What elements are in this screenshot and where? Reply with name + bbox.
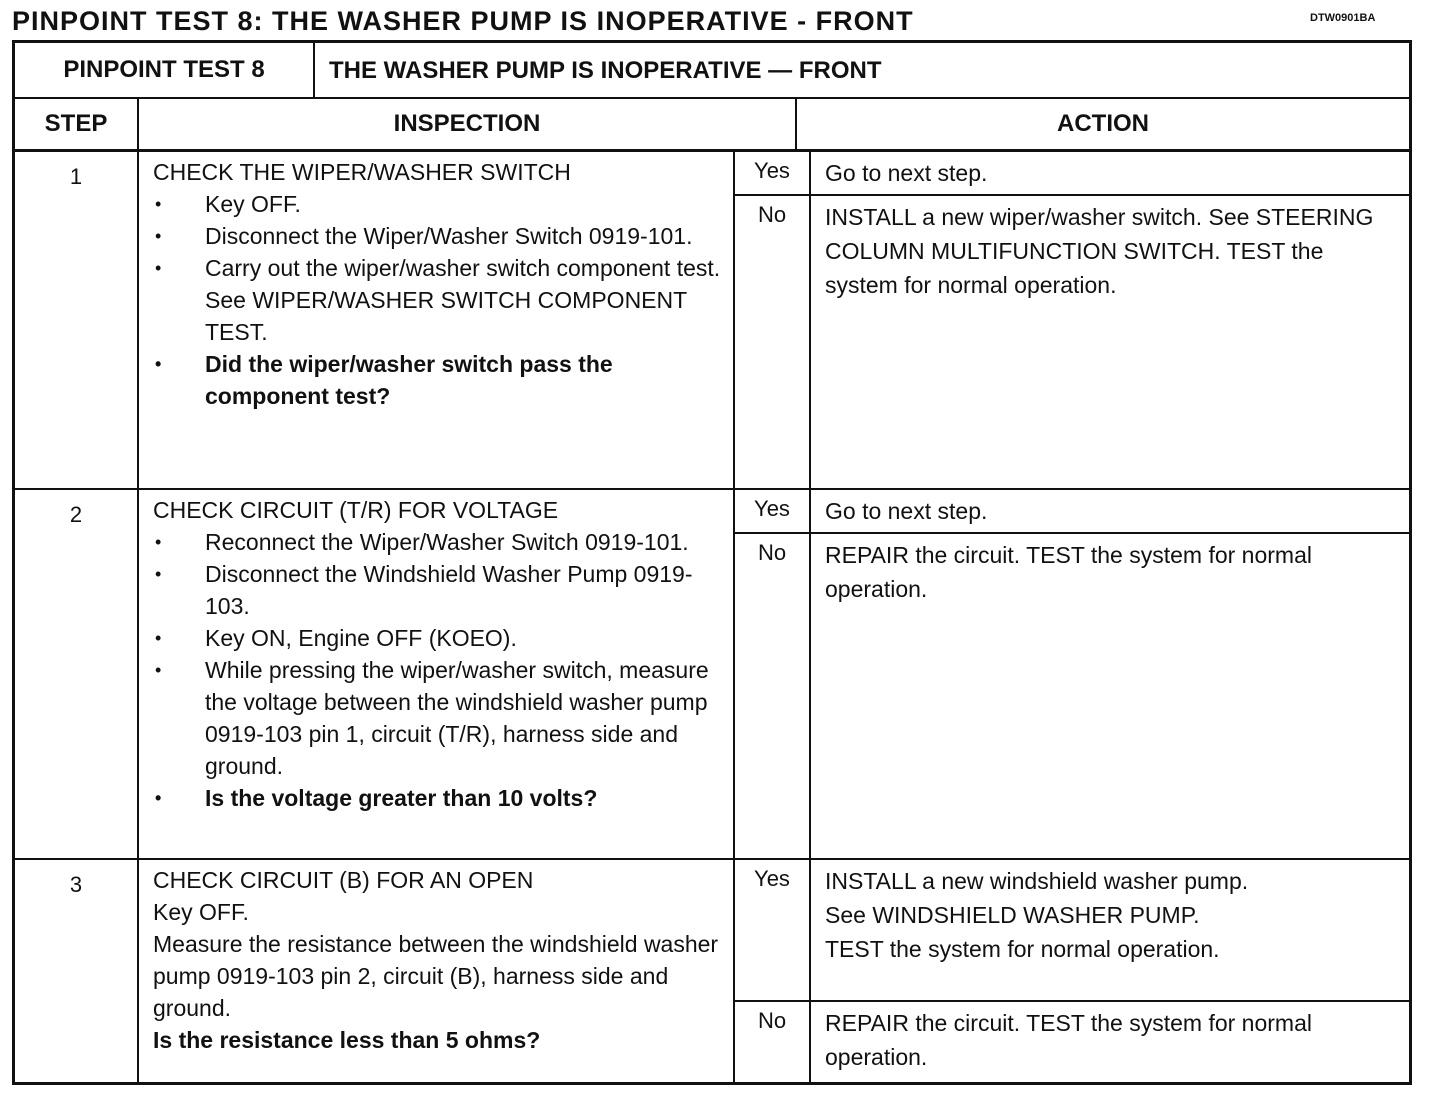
document-code: DTW0901BA — [1310, 12, 1376, 24]
bullet: • — [155, 660, 162, 680]
no-action: REPAIR the circuit. TEST the system for normal operation. — [825, 1010, 1312, 1070]
column-header-row — [15, 99, 1409, 152]
yes-action — [811, 860, 1409, 1000]
inspection-line: Key OFF. — [153, 899, 249, 925]
list-item — [153, 782, 733, 814]
no-action: REPAIR the circuit. TEST the system for normal operation. — [825, 542, 1312, 602]
action-column-header: ACTION — [1057, 110, 1149, 137]
yes-outcome — [735, 860, 1409, 1000]
list-item-text: Reconnect the Wiper/Washer Switch 0919-101. — [205, 529, 689, 555]
list-item-text: Disconnect the Wiper/Washer Switch 0919-101. — [205, 223, 693, 249]
bullet: • — [155, 564, 162, 584]
action-line: TEST the system for normal operation. — [825, 936, 1220, 962]
list-item — [153, 220, 733, 252]
step-column-header: STEP — [15, 99, 139, 149]
bullet: • — [155, 194, 162, 214]
list-item — [153, 558, 733, 622]
inspection-cell — [139, 152, 735, 488]
list-item — [153, 188, 733, 220]
step-question: Is the voltage greater than 10 volts? — [205, 785, 598, 811]
bullet: • — [155, 532, 162, 552]
test-label: PINPOINT TEST 8 — [15, 43, 315, 97]
step-number: 1 — [15, 152, 139, 488]
inspection-line: Measure the resistance between the windshield washer pump 0919-103 pin 2, circuit (B), harness side and ground. — [153, 931, 719, 1021]
no-label: No — [735, 196, 811, 488]
step-row-1 — [15, 152, 1409, 490]
yes-outcome — [735, 490, 1409, 532]
yes-action: Go to next step. — [825, 160, 988, 186]
yes-action: Go to next step. — [825, 498, 988, 524]
step-question: Is the resistance less than 5 ohms? — [153, 1027, 541, 1053]
list-item — [153, 252, 733, 348]
test-header-row — [15, 43, 1409, 99]
inspection-column-header: INSPECTION — [139, 99, 797, 149]
step-row-2 — [15, 490, 1409, 860]
inspection-cell — [139, 490, 735, 858]
yes-outcome — [735, 152, 1409, 194]
test-title: THE WASHER PUMP IS INOPERATIVE — FRONT — [329, 57, 882, 84]
outcomes-cell — [735, 152, 1409, 488]
list-item — [153, 526, 733, 558]
outcomes-cell — [735, 860, 1409, 1082]
step-heading: CHECK CIRCUIT (T/R) FOR VOLTAGE — [153, 497, 559, 523]
bullet: • — [155, 354, 162, 374]
pinpoint-test-table — [12, 40, 1412, 1085]
no-label: No — [735, 1002, 811, 1082]
step-number: 3 — [15, 860, 139, 1082]
step-heading: CHECK THE WIPER/WASHER SWITCH — [153, 159, 571, 185]
step-row-3 — [15, 860, 1409, 1082]
no-label: No — [735, 534, 811, 858]
bullet: • — [155, 258, 162, 278]
no-outcome — [735, 1000, 1409, 1082]
list-item — [153, 654, 733, 782]
step-number: 2 — [15, 490, 139, 858]
no-outcome — [735, 532, 1409, 858]
yes-label: Yes — [735, 152, 811, 194]
no-outcome — [735, 194, 1409, 488]
yes-label: Yes — [735, 860, 811, 1000]
step-question: Did the wiper/washer switch pass the component test? — [205, 351, 613, 409]
action-line: See WINDSHIELD WASHER PUMP. — [825, 902, 1200, 928]
outcomes-cell — [735, 490, 1409, 858]
list-item-text: While pressing the wiper/washer switch, measure the voltage between the windshield washer pump 0919-103 pin 1, circuit (T/R), harness side and ground. — [205, 657, 709, 779]
inspection-cell — [139, 860, 735, 1082]
bullet: • — [155, 788, 162, 808]
page-title: PINPOINT TEST 8: THE WASHER PUMP IS INOPERATIVE - FRONT — [12, 6, 914, 36]
list-item-text: Key OFF. — [205, 191, 301, 217]
list-item-text: Carry out the wiper/washer switch component test. See WIPER/WASHER SWITCH COMPONENT TEST. — [205, 255, 721, 345]
list-item-text: Disconnect the Windshield Washer Pump 0919-103. — [205, 561, 693, 619]
no-action: INSTALL a new wiper/washer switch. See STEERING COLUMN MULTIFUNCTION SWITCH. TEST the system for normal operation. — [825, 204, 1374, 298]
list-item-text: Key ON, Engine OFF (KOEO). — [205, 625, 517, 651]
list-item — [153, 622, 733, 654]
list-item — [153, 348, 733, 412]
step-heading: CHECK CIRCUIT (B) FOR AN OPEN — [153, 867, 534, 893]
bullet: • — [155, 628, 162, 648]
action-line: INSTALL a new windshield washer pump. — [825, 868, 1249, 894]
bullet: • — [155, 226, 162, 246]
yes-label: Yes — [735, 490, 811, 532]
